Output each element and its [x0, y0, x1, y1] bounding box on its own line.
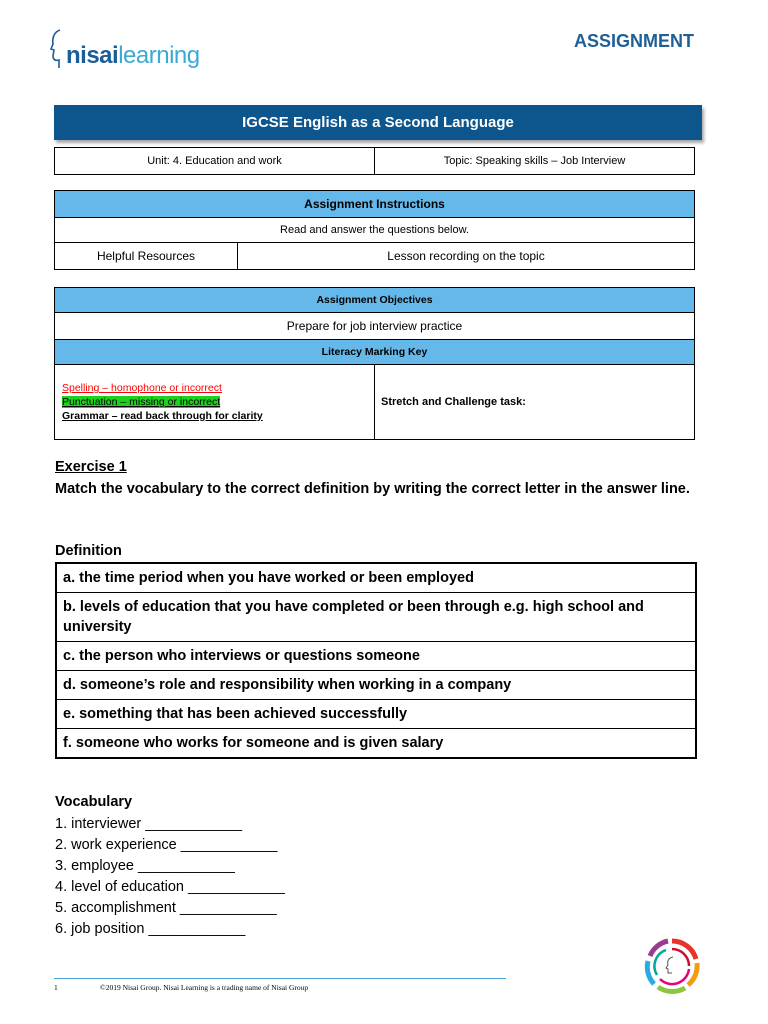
definition-row: c. the person who interviews or questions someone: [56, 642, 696, 671]
exercise-title: Exercise 1: [55, 459, 127, 475]
vocabulary-item: 2. work experience ____________: [55, 837, 278, 853]
definition-row: a. the time period when you have worked or been employed: [56, 563, 696, 593]
objectives-text: Prepare for job interview practice: [55, 313, 695, 340]
unit-cell: Unit: 4. Education and work: [55, 148, 375, 175]
definition-row: d. someone’s role and responsibility when working in a company: [56, 671, 696, 700]
unit-topic-table: [54, 147, 695, 175]
vocabulary-list: [55, 814, 285, 940]
vocabulary-heading: Vocabulary: [55, 794, 133, 810]
key-spelling: Spelling – homophone or incorrect: [62, 382, 222, 394]
key-punctuation: Punctuation – missing or incorrect: [62, 396, 221, 408]
definition-row: e. something that has been achieved successfully: [56, 700, 696, 729]
topic-cell: Topic: Speaking skills – Job Interview: [375, 148, 695, 175]
marking-key-heading: Literacy Marking Key: [55, 340, 695, 365]
nisai-learning-logo: [50, 28, 210, 72]
resources-value: Lesson recording on the topic: [238, 243, 695, 270]
page-footer: [54, 983, 308, 992]
logo-text-bold: nisai: [66, 42, 119, 69]
vocabulary-item: 4. level of education ____________: [55, 879, 285, 895]
definition-heading: Definition: [55, 543, 122, 559]
page-number: 1: [54, 983, 58, 992]
logo-text-light: learning: [118, 42, 200, 69]
nisai-emblem-icon: [640, 937, 704, 995]
course-title-banner: IGCSE English as a Second Language: [54, 105, 702, 140]
exercise-instruction: Match the vocabulary to the correct definition by writing the correct letter in the answer line.: [55, 481, 690, 497]
vocabulary-item: 3. employee ____________: [55, 858, 235, 874]
footer-divider: [54, 978, 506, 979]
instructions-text: Read and answer the questions below.: [55, 218, 695, 243]
instructions-heading: Assignment Instructions: [55, 191, 695, 218]
vocabulary-item: 1. interviewer ____________: [55, 816, 243, 832]
definitions-table: [55, 562, 697, 759]
stretch-challenge-label: Stretch and Challenge task:: [381, 396, 526, 408]
key-grammar: Grammar – read back through for clarity: [62, 410, 263, 422]
copyright-text: ©2019 Nisai Group. Nisai Learning is a trading name of Nisai Group: [100, 983, 309, 992]
objectives-heading: Assignment Objectives: [55, 288, 695, 313]
vocabulary-item: 6. job position ____________: [55, 921, 246, 937]
definition-row: b. levels of education that you have completed or been through e.g. high school and university: [56, 593, 696, 642]
marking-key-cell: [55, 365, 375, 440]
instructions-table: [54, 190, 695, 270]
resources-label: Helpful Resources: [55, 243, 238, 270]
vocabulary-item: 5. accomplishment ____________: [55, 900, 277, 916]
document-type-label: ASSIGNMENT: [573, 31, 694, 51]
objectives-table: [54, 287, 695, 440]
definition-row: f. someone who works for someone and is given salary: [56, 729, 696, 759]
stretch-cell: [375, 365, 695, 440]
